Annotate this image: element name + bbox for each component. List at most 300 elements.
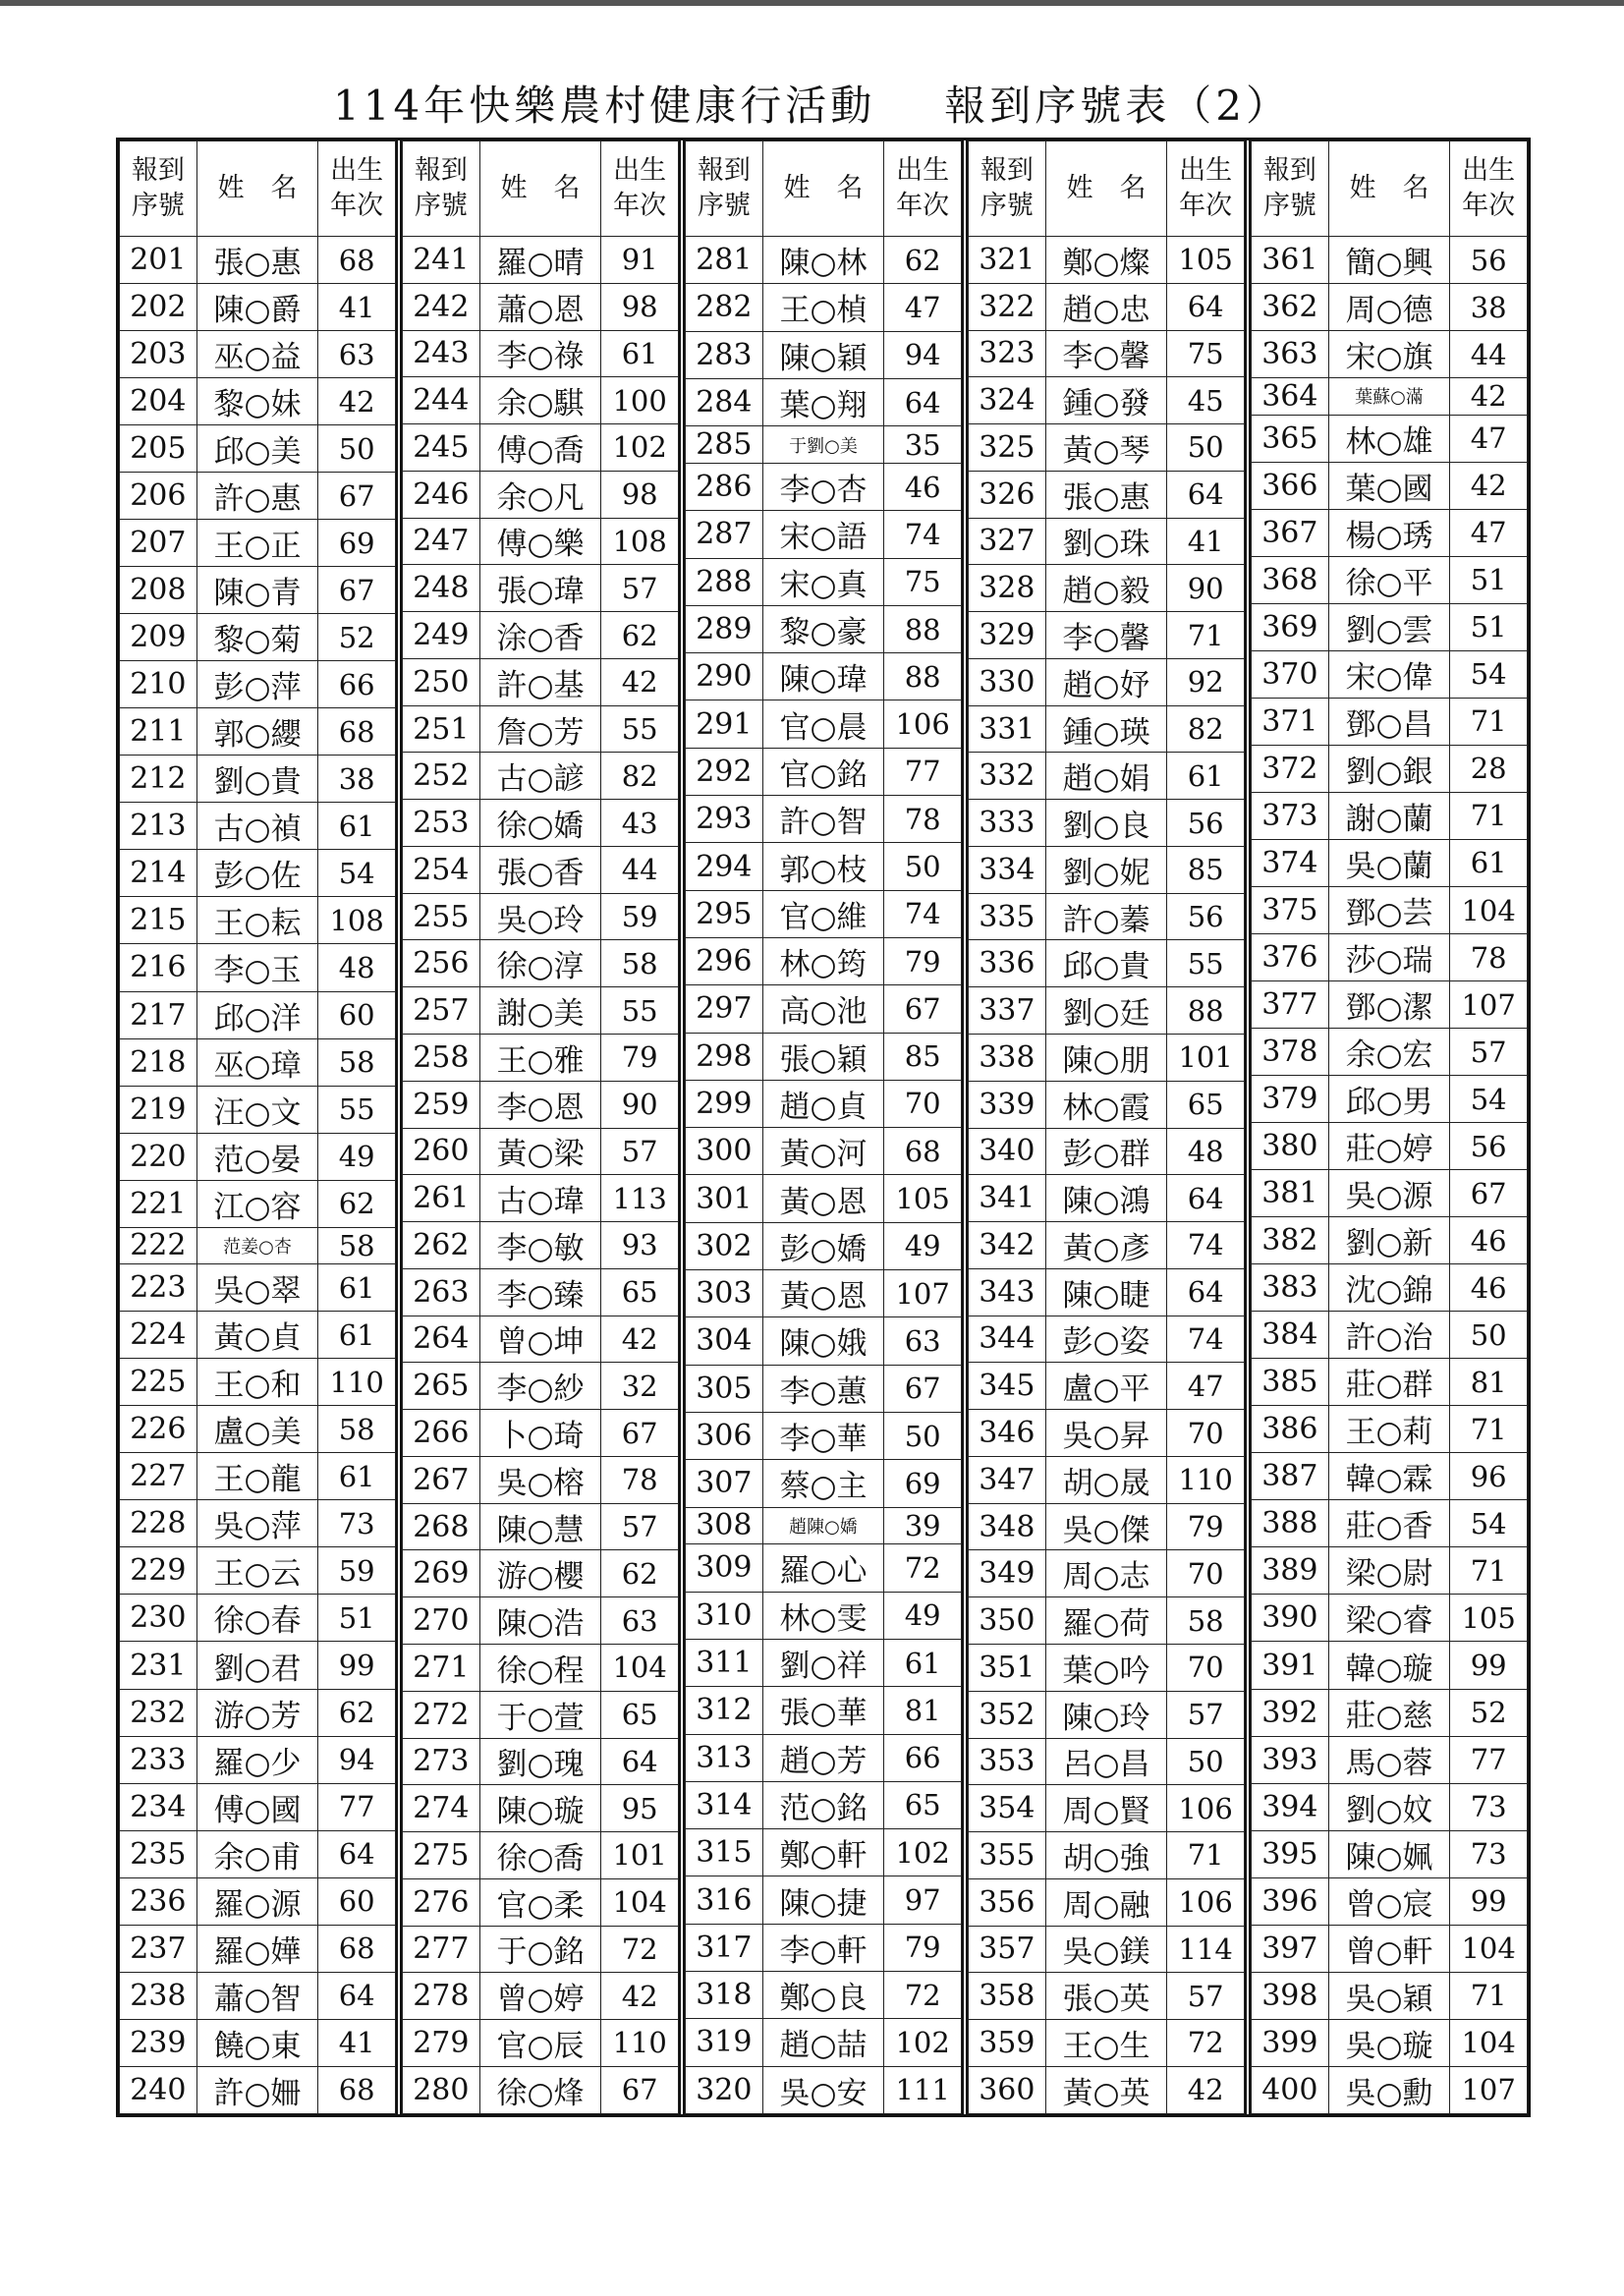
seq-cell: 342 (969, 1222, 1046, 1269)
name-cell: 鍾○瑛 (1045, 705, 1167, 753)
name-cell: 陳○姵 (1328, 1830, 1450, 1877)
seq-cell: 369 (1252, 603, 1329, 650)
name-cell: 傅○喬 (479, 424, 601, 472)
name-cell: 高○池 (762, 985, 884, 1033)
name-cell: 李○軒 (762, 1924, 884, 1971)
table-row (969, 1738, 1245, 1785)
table-row (120, 1925, 396, 1972)
table-row (686, 1412, 962, 1459)
name-cell: 李○馨 (1045, 612, 1167, 659)
table-row (403, 377, 679, 424)
birth-year-cell: 57 (1167, 1973, 1245, 2020)
seq-cell: 301 (686, 1175, 763, 1222)
seq-cell: 352 (969, 1691, 1046, 1738)
name-cell: 劉○祥 (762, 1639, 884, 1686)
table-row (969, 237, 1245, 284)
seq-cell: 222 (120, 1227, 197, 1264)
birth-year-cell: 74 (884, 890, 962, 937)
seq-cell: 389 (1252, 1547, 1329, 1595)
table-row (1252, 1123, 1528, 1170)
table-row (686, 237, 962, 284)
birth-year-cell: 71 (1450, 1406, 1528, 1453)
seq-cell: 384 (1252, 1312, 1329, 1359)
birth-year-cell: 47 (1167, 1363, 1245, 1410)
table-row (1252, 378, 1528, 416)
name-cell: 鄭○燦 (1045, 237, 1167, 284)
table-row (1252, 556, 1528, 603)
name-cell: 李○玉 (196, 944, 318, 991)
birth-year-cell: 102 (884, 1829, 962, 1876)
name-cell: 吳○翠 (196, 1264, 318, 1312)
seq-cell: 353 (969, 1738, 1046, 1785)
seq-cell: 248 (403, 565, 480, 612)
birth-year-cell: 58 (1167, 1597, 1245, 1645)
birth-year-cell: 69 (318, 520, 396, 567)
seq-cell: 357 (969, 1926, 1046, 1973)
name-cell: 馬○蓉 (1328, 1736, 1450, 1783)
seq-cell: 295 (686, 890, 763, 937)
name-cell: 黎○菊 (196, 614, 318, 661)
birth-year-cell: 104 (1450, 2019, 1528, 2066)
birth-year-cell: 46 (884, 463, 962, 510)
birth-year-cell: 108 (318, 897, 396, 944)
seq-cell: 370 (1252, 650, 1329, 698)
seq-cell: 244 (403, 377, 480, 424)
table-row (120, 1830, 396, 1877)
seq-cell: 210 (120, 661, 197, 708)
name-cell: 韓○霖 (1328, 1453, 1450, 1500)
table-row (1252, 1925, 1528, 1972)
table-row (403, 424, 679, 472)
table-row (1252, 1453, 1528, 1500)
seq-cell: 324 (969, 377, 1046, 424)
name-cell: 卜○琦 (479, 1410, 601, 1457)
birth-year-cell: 70 (884, 1080, 962, 1127)
seq-cell: 358 (969, 1973, 1046, 2020)
name-cell: 王○耘 (196, 897, 318, 944)
table-row (120, 1312, 396, 1359)
table-row (686, 1270, 962, 1317)
table-row (686, 748, 962, 795)
name-cell: 周○融 (1045, 1878, 1167, 1926)
name-cell: 李○華 (762, 1412, 884, 1459)
table-row (120, 520, 396, 567)
birth-year-cell: 102 (884, 2019, 962, 2066)
birth-year-cell: 42 (1450, 462, 1528, 509)
header-name: 姓 名 (1328, 141, 1450, 237)
table-row (1252, 1500, 1528, 1547)
seq-cell: 259 (403, 1081, 480, 1128)
table-row (403, 1832, 679, 1879)
table-row (120, 1133, 396, 1180)
birth-year-cell: 90 (601, 1081, 679, 1128)
name-cell: 張○瑋 (479, 565, 601, 612)
seq-cell: 330 (969, 658, 1046, 705)
seq-cell: 278 (403, 1973, 480, 2020)
table-row (969, 940, 1245, 987)
table-row (969, 1878, 1245, 1926)
birth-year-cell: 110 (1167, 1456, 1245, 1503)
table-row (969, 1222, 1245, 1269)
birth-year-cell: 32 (601, 1363, 679, 1410)
seq-cell: 269 (403, 1550, 480, 1597)
birth-year-cell: 114 (1167, 1926, 1245, 1973)
name-cell: 趙○喆 (762, 2019, 884, 2066)
name-cell: 邱○美 (196, 425, 318, 473)
name-cell: 莊○慈 (1328, 1689, 1450, 1736)
seq-cell: 261 (403, 1175, 480, 1222)
name-cell: 張○惠 (196, 237, 318, 284)
table-row (403, 1691, 679, 1738)
seq-cell: 223 (120, 1264, 197, 1312)
seq-cell: 258 (403, 1035, 480, 1082)
name-cell: 李○蕙 (762, 1365, 884, 1412)
seq-cell: 388 (1252, 1500, 1329, 1547)
name-cell: 陳○穎 (762, 331, 884, 378)
name-cell: 許○智 (762, 796, 884, 843)
name-cell: 林○筠 (762, 937, 884, 984)
birth-year-cell: 64 (1167, 471, 1245, 518)
birth-year-cell: 51 (1450, 556, 1528, 603)
table-row (969, 330, 1245, 377)
seq-cell: 286 (686, 463, 763, 510)
name-cell: 葉○吟 (1045, 1644, 1167, 1691)
table-row (120, 1500, 396, 1547)
birth-year-cell: 67 (884, 985, 962, 1033)
table-row (1252, 284, 1528, 331)
table-row (1252, 698, 1528, 745)
name-cell: 張○惠 (1045, 471, 1167, 518)
name-cell: 劉○良 (1045, 800, 1167, 847)
seq-cell: 277 (403, 1926, 480, 1973)
birth-year-cell: 65 (884, 1781, 962, 1828)
table-row (686, 1222, 962, 1269)
seq-cell: 231 (120, 1642, 197, 1689)
birth-year-cell: 113 (601, 1175, 679, 1222)
seq-cell: 268 (403, 1503, 480, 1550)
birth-year-cell: 74 (1167, 1316, 1245, 1363)
birth-year-cell: 71 (1450, 698, 1528, 745)
table-block (685, 140, 968, 2114)
table-row (969, 705, 1245, 753)
birth-year-cell: 57 (1167, 1691, 1245, 1738)
table-row (969, 1363, 1245, 1410)
name-cell: 林○霞 (1045, 1081, 1167, 1128)
seq-cell: 331 (969, 705, 1046, 753)
birth-year-cell: 65 (601, 1691, 679, 1738)
name-cell: 江○容 (196, 1180, 318, 1227)
birth-year-cell: 105 (1167, 237, 1245, 284)
birth-year-cell: 48 (1167, 1128, 1245, 1175)
seq-cell: 315 (686, 1829, 763, 1876)
birth-year-cell: 88 (884, 605, 962, 652)
table-row (120, 284, 396, 331)
birth-year-cell: 47 (1450, 509, 1528, 556)
birth-year-cell: 61 (884, 1639, 962, 1686)
table-row (969, 1550, 1245, 1597)
name-cell: 趙○毅 (1045, 565, 1167, 612)
table-row (403, 705, 679, 753)
table-row (1252, 650, 1528, 698)
name-cell: 徐○淳 (479, 940, 601, 987)
name-cell: 黃○河 (762, 1128, 884, 1175)
table-row (686, 1687, 962, 1734)
seq-cell: 300 (686, 1128, 763, 1175)
seq-cell: 285 (686, 426, 763, 464)
name-cell: 陳○睫 (1045, 1268, 1167, 1316)
name-cell: 徐○春 (196, 1595, 318, 1642)
name-cell: 傅○國 (196, 1783, 318, 1830)
table-row (120, 331, 396, 378)
name-cell: 莊○香 (1328, 1500, 1450, 1547)
birth-year-cell: 70 (1167, 1644, 1245, 1691)
seq-cell: 336 (969, 940, 1046, 987)
table-row (120, 1086, 396, 1133)
name-cell: 徐○嬌 (479, 800, 601, 847)
seq-cell: 255 (403, 893, 480, 940)
header-name: 姓 名 (196, 141, 318, 237)
name-cell: 黃○琴 (1045, 424, 1167, 472)
table-row (1252, 2019, 1528, 2066)
birth-year-cell: 50 (1450, 1312, 1528, 1359)
birth-year-cell: 74 (1167, 1222, 1245, 1269)
table-row (403, 1081, 679, 1128)
birth-year-cell: 46 (1450, 1264, 1528, 1312)
birth-year-cell: 35 (884, 426, 962, 464)
name-cell: 吳○榕 (479, 1456, 601, 1503)
birth-year-cell: 50 (1167, 424, 1245, 472)
seq-cell: 280 (403, 2066, 480, 2113)
birth-year-cell: 110 (318, 1359, 396, 1406)
birth-year-cell: 47 (884, 284, 962, 331)
birth-year-cell: 42 (601, 1316, 679, 1363)
birth-year-cell: 72 (601, 1926, 679, 1973)
seq-cell: 270 (403, 1597, 480, 1645)
event-title: 114年快樂農村健康行活動 (333, 82, 876, 130)
birth-year-cell: 79 (884, 1924, 962, 1971)
birth-year-cell: 97 (884, 1876, 962, 1924)
name-cell: 蕭○智 (196, 1972, 318, 2019)
name-cell: 宋○偉 (1328, 650, 1450, 698)
table-row (969, 1316, 1245, 1363)
birth-year-cell: 64 (318, 1830, 396, 1877)
header-year: 出生 年次 (601, 141, 679, 237)
seq-cell: 233 (120, 1736, 197, 1783)
seq-cell: 367 (1252, 509, 1329, 556)
seq-cell: 385 (1252, 1359, 1329, 1406)
seq-cell: 275 (403, 1832, 480, 1879)
seq-cell: 351 (969, 1644, 1046, 1691)
name-cell: 王○生 (1045, 2020, 1167, 2067)
table-row (686, 843, 962, 890)
header-row (1252, 141, 1528, 237)
seq-cell: 376 (1252, 934, 1329, 981)
seq-cell: 288 (686, 558, 763, 605)
birth-year-cell: 94 (884, 331, 962, 378)
seq-cell: 399 (1252, 2019, 1329, 2066)
name-cell: 郭○枝 (762, 843, 884, 890)
table-row (120, 944, 396, 991)
name-cell: 李○馨 (1045, 330, 1167, 377)
seq-cell: 335 (969, 893, 1046, 940)
name-cell: 謝○蘭 (1328, 792, 1450, 839)
table-row (686, 1544, 962, 1592)
name-cell: 吳○安 (762, 2066, 884, 2113)
name-cell: 官○晨 (762, 700, 884, 748)
seq-cell: 215 (120, 897, 197, 944)
birth-year-cell: 50 (884, 1412, 962, 1459)
seq-cell: 266 (403, 1410, 480, 1457)
seq-cell: 253 (403, 800, 480, 847)
birth-year-cell: 55 (318, 1086, 396, 1133)
birth-year-cell: 73 (1450, 1783, 1528, 1830)
seq-cell: 372 (1252, 745, 1329, 792)
seq-cell: 284 (686, 378, 763, 425)
birth-year-cell: 57 (601, 1128, 679, 1175)
name-cell: 吳○璇 (1328, 2019, 1450, 2066)
seq-cell: 263 (403, 1268, 480, 1316)
birth-year-cell: 50 (318, 425, 396, 473)
table-row (403, 1785, 679, 1832)
seq-cell: 325 (969, 424, 1046, 472)
seq-cell: 256 (403, 940, 480, 987)
table-row (120, 897, 396, 944)
name-cell: 邱○洋 (196, 991, 318, 1038)
birth-year-cell: 54 (1450, 1500, 1528, 1547)
name-cell: 吳○源 (1328, 1170, 1450, 1217)
table-row (403, 1363, 679, 1410)
birth-year-cell: 75 (1167, 330, 1245, 377)
seq-cell: 322 (969, 283, 1046, 330)
name-cell: 黃○英 (1045, 2066, 1167, 2113)
name-cell: 王○云 (196, 1547, 318, 1595)
name-cell: 范○晏 (196, 1133, 318, 1180)
seq-cell: 333 (969, 800, 1046, 847)
seq-cell: 250 (403, 658, 480, 705)
birth-year-cell: 107 (1450, 2066, 1528, 2113)
birth-year-cell: 57 (601, 1503, 679, 1550)
birth-year-cell: 49 (318, 1133, 396, 1180)
table-row (1252, 509, 1528, 556)
name-cell: 曾○坤 (479, 1316, 601, 1363)
birth-year-cell: 106 (1167, 1785, 1245, 1832)
table-row (120, 1227, 396, 1264)
birth-year-cell: 42 (1167, 2066, 1245, 2113)
table-row (120, 1038, 396, 1086)
header-row (403, 141, 679, 237)
seq-cell: 318 (686, 1971, 763, 2018)
seq-cell: 224 (120, 1312, 197, 1359)
table-row (969, 1597, 1245, 1645)
table-row (686, 1924, 962, 1971)
name-cell: 張○穎 (762, 1033, 884, 1080)
table-row (686, 1876, 962, 1924)
seq-cell: 317 (686, 1924, 763, 1971)
seq-cell: 348 (969, 1503, 1046, 1550)
seq-cell: 228 (120, 1500, 197, 1547)
name-cell: 周○賢 (1045, 1785, 1167, 1832)
table-row (120, 1689, 396, 1736)
name-cell: 吳○玲 (479, 893, 601, 940)
seq-cell: 272 (403, 1691, 480, 1738)
table-block (1251, 140, 1528, 2114)
birth-year-cell: 67 (318, 473, 396, 520)
seq-cell: 204 (120, 378, 197, 425)
seq-cell: 234 (120, 1783, 197, 1830)
seq-cell: 302 (686, 1222, 763, 1269)
table-row (686, 463, 962, 510)
seq-cell: 208 (120, 567, 197, 614)
table-row (403, 1128, 679, 1175)
table-row (120, 850, 396, 897)
table-row (969, 565, 1245, 612)
name-cell: 吳○蘭 (1328, 839, 1450, 886)
seq-cell: 294 (686, 843, 763, 890)
birth-year-cell: 104 (1450, 886, 1528, 933)
table-row (1252, 1170, 1528, 1217)
name-cell: 徐○平 (1328, 556, 1450, 603)
birth-year-cell: 56 (1450, 1123, 1528, 1170)
table-row (969, 987, 1245, 1035)
seq-cell: 305 (686, 1365, 763, 1412)
table-row (403, 518, 679, 565)
table-row (969, 1973, 1245, 2020)
birth-year-cell: 78 (601, 1456, 679, 1503)
seq-cell: 303 (686, 1270, 763, 1317)
birth-year-cell: 106 (884, 700, 962, 748)
name-cell: 于○銘 (479, 1926, 601, 1973)
seq-cell: 355 (969, 1832, 1046, 1879)
table-row (403, 1878, 679, 1926)
name-cell: 曾○軒 (1328, 1925, 1450, 1972)
birth-year-cell: 61 (318, 1453, 396, 1500)
table-row (403, 1268, 679, 1316)
seq-cell: 391 (1252, 1642, 1329, 1689)
birth-year-cell: 59 (601, 893, 679, 940)
birth-year-cell: 99 (1450, 1877, 1528, 1925)
seq-cell: 343 (969, 1268, 1046, 1316)
name-cell: 陳○浩 (479, 1597, 601, 1645)
seq-cell: 246 (403, 471, 480, 518)
birth-year-cell: 70 (1167, 1410, 1245, 1457)
header-name: 姓 名 (762, 141, 884, 237)
table-row (969, 1926, 1245, 1973)
name-cell: 楊○琇 (1328, 509, 1450, 556)
seq-cell: 276 (403, 1878, 480, 1926)
seq-cell: 257 (403, 987, 480, 1035)
birth-year-cell: 88 (884, 653, 962, 700)
birth-year-cell: 94 (318, 1736, 396, 1783)
seq-cell: 321 (969, 237, 1046, 284)
name-cell: 涂○香 (479, 612, 601, 659)
birth-year-cell: 85 (1167, 846, 1245, 893)
table-row (120, 708, 396, 756)
seq-cell: 397 (1252, 1925, 1329, 1972)
seq-cell: 238 (120, 1972, 197, 2019)
birth-year-cell: 101 (1167, 1035, 1245, 1082)
table-row (403, 2066, 679, 2113)
name-cell: 彭○萍 (196, 661, 318, 708)
table-row (1252, 1029, 1528, 1076)
birth-year-cell: 54 (1450, 650, 1528, 698)
seq-cell: 340 (969, 1128, 1046, 1175)
name-cell: 張○英 (1045, 1973, 1167, 2020)
seq-cell: 291 (686, 700, 763, 748)
seq-cell: 290 (686, 653, 763, 700)
name-cell: 羅○嬅 (196, 1925, 318, 1972)
seq-cell: 267 (403, 1456, 480, 1503)
name-cell: 蕭○恩 (479, 283, 601, 330)
